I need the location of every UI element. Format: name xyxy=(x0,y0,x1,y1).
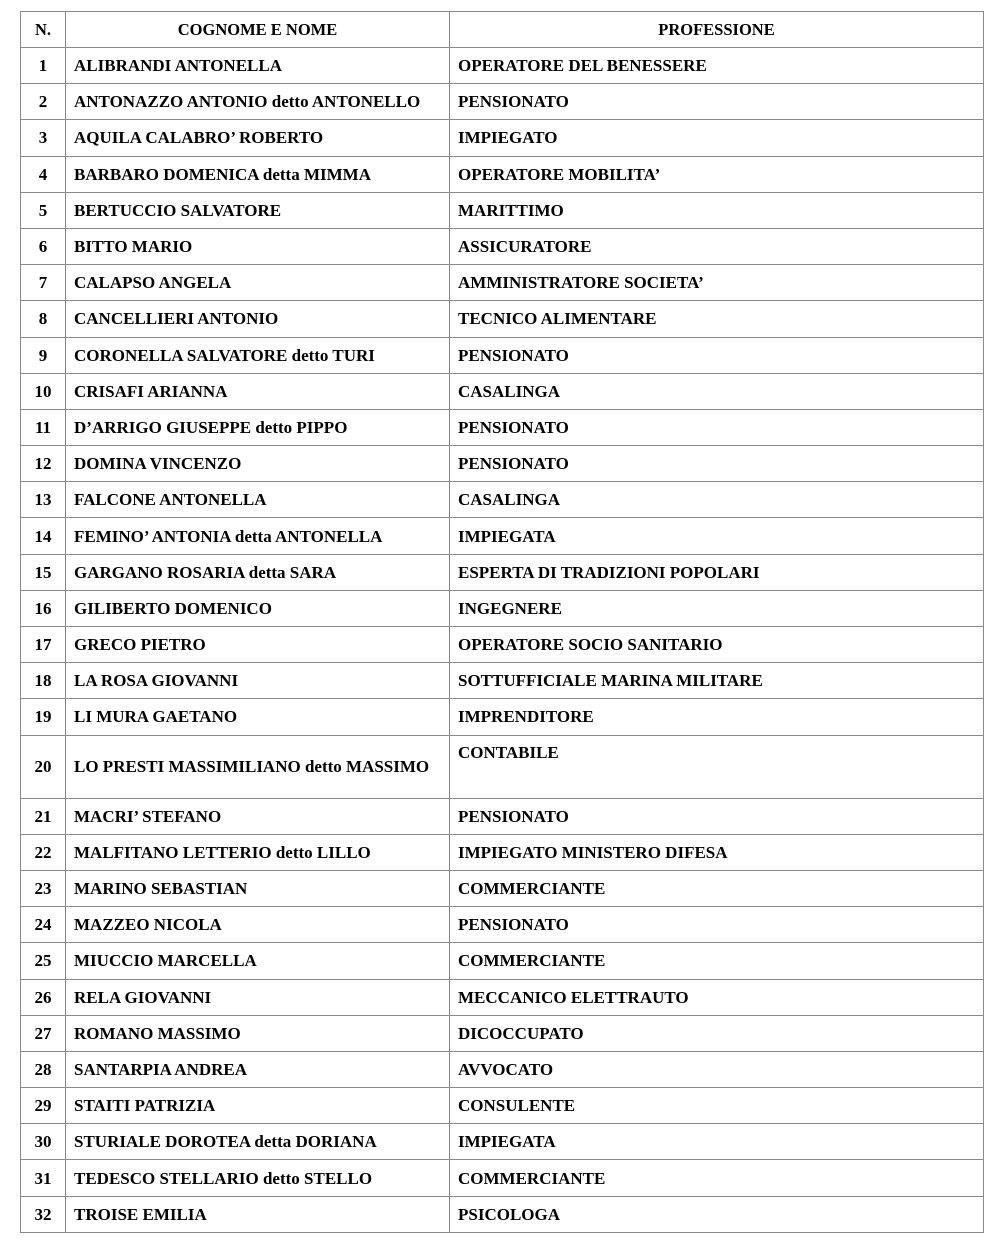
table-row xyxy=(21,156,984,192)
row-number: 23 xyxy=(21,870,66,906)
row-number: 17 xyxy=(21,627,66,663)
table-row xyxy=(21,1015,984,1051)
row-number: 16 xyxy=(21,590,66,626)
row-number: 3 xyxy=(21,120,66,156)
candidate-profession: IMPRENDITORE xyxy=(450,699,984,735)
table-row xyxy=(21,699,984,735)
table-row xyxy=(21,518,984,554)
candidate-profession: INGEGNERE xyxy=(450,590,984,626)
table-row xyxy=(21,301,984,337)
table-row xyxy=(21,1196,984,1232)
table-row xyxy=(21,870,984,906)
row-number: 29 xyxy=(21,1088,66,1124)
candidate-name: CALAPSO ANGELA xyxy=(66,265,450,301)
row-number: 13 xyxy=(21,482,66,518)
candidate-name: GRECO PIETRO xyxy=(66,627,450,663)
row-number: 21 xyxy=(21,798,66,834)
table-row xyxy=(21,590,984,626)
table-row xyxy=(21,834,984,870)
row-number: 30 xyxy=(21,1124,66,1160)
candidate-name: GARGANO ROSARIA detta SARA xyxy=(66,554,450,590)
row-number: 31 xyxy=(21,1160,66,1196)
candidate-name: ROMANO MASSIMO xyxy=(66,1015,450,1051)
table-row xyxy=(21,1124,984,1160)
candidate-name: MACRI’ STEFANO xyxy=(66,798,450,834)
candidate-profession: OPERATORE SOCIO SANITARIO xyxy=(450,627,984,663)
candidate-profession: PENSIONATO xyxy=(450,798,984,834)
candidate-name: LO PRESTI MASSIMILIANO detto MASSIMO xyxy=(66,735,450,798)
row-number: 22 xyxy=(21,834,66,870)
table-row xyxy=(21,979,984,1015)
table-body xyxy=(21,48,984,1233)
row-number: 25 xyxy=(21,943,66,979)
candidate-profession: CONSULENTE xyxy=(450,1088,984,1124)
candidate-name: BITTO MARIO xyxy=(66,228,450,264)
row-number: 24 xyxy=(21,907,66,943)
table-row xyxy=(21,373,984,409)
table-row xyxy=(21,446,984,482)
candidate-profession: OPERATORE DEL BENESSERE xyxy=(450,48,984,84)
table-row xyxy=(21,409,984,445)
row-number: 5 xyxy=(21,192,66,228)
candidate-name: D’ARRIGO GIUSEPPE detto PIPPO xyxy=(66,409,450,445)
table-row xyxy=(21,798,984,834)
candidate-name: MARINO SEBASTIAN xyxy=(66,870,450,906)
row-number: 7 xyxy=(21,265,66,301)
row-number: 14 xyxy=(21,518,66,554)
candidate-profession: CASALINGA xyxy=(450,373,984,409)
table-row xyxy=(21,337,984,373)
candidate-name: BERTUCCIO SALVATORE xyxy=(66,192,450,228)
candidate-name: CRISAFI ARIANNA xyxy=(66,373,450,409)
candidate-profession: PENSIONATO xyxy=(450,446,984,482)
table-row xyxy=(21,228,984,264)
row-number: 12 xyxy=(21,446,66,482)
candidate-name: STURIALE DOROTEA detta DORIANA xyxy=(66,1124,450,1160)
candidate-name: AQUILA CALABRO’ ROBERTO xyxy=(66,120,450,156)
candidate-name: FALCONE ANTONELLA xyxy=(66,482,450,518)
row-number: 6 xyxy=(21,228,66,264)
row-number: 11 xyxy=(21,409,66,445)
candidate-profession: IMPIEGATA xyxy=(450,1124,984,1160)
table-row xyxy=(21,943,984,979)
candidate-name: SANTARPIA ANDREA xyxy=(66,1051,450,1087)
header-profession: PROFESSIONE xyxy=(450,12,984,48)
candidate-name: ANTONAZZO ANTONIO detto ANTONELLO xyxy=(66,84,450,120)
candidate-profession: MARITTIMO xyxy=(450,192,984,228)
candidate-name: ALIBRANDI ANTONELLA xyxy=(66,48,450,84)
candidate-profession: OPERATORE MOBILITA’ xyxy=(450,156,984,192)
candidate-profession: PENSIONATO xyxy=(450,337,984,373)
candidate-name: TEDESCO STELLARIO detto STELLO xyxy=(66,1160,450,1196)
row-number: 19 xyxy=(21,699,66,735)
table-row xyxy=(21,265,984,301)
candidate-profession: SOTTUFFICIALE MARINA MILITARE xyxy=(450,663,984,699)
candidate-name: DOMINA VINCENZO xyxy=(66,446,450,482)
row-number: 18 xyxy=(21,663,66,699)
candidate-name: RELA GIOVANNI xyxy=(66,979,450,1015)
candidate-profession: ESPERTA DI TRADIZIONI POPOLARI xyxy=(450,554,984,590)
table-row xyxy=(21,1160,984,1196)
candidate-name: MIUCCIO MARCELLA xyxy=(66,943,450,979)
candidate-name: BARBARO DOMENICA detta MIMMA xyxy=(66,156,450,192)
row-number: 32 xyxy=(21,1196,66,1232)
candidate-profession: PENSIONATO xyxy=(450,84,984,120)
candidate-profession: PSICOLOGA xyxy=(450,1196,984,1232)
candidate-profession: DICOCCUPATO xyxy=(450,1015,984,1051)
row-number: 26 xyxy=(21,979,66,1015)
candidate-name: LI MURA GAETANO xyxy=(66,699,450,735)
row-number: 9 xyxy=(21,337,66,373)
row-number: 15 xyxy=(21,554,66,590)
header-number: N. xyxy=(21,12,66,48)
candidate-name: FEMINO’ ANTONIA detta ANTONELLA xyxy=(66,518,450,554)
candidate-profession: PENSIONATO xyxy=(450,907,984,943)
candidate-profession: PENSIONATO xyxy=(450,409,984,445)
candidate-profession: AMMINISTRATORE SOCIETA’ xyxy=(450,265,984,301)
table-row xyxy=(21,735,984,798)
row-number: 20 xyxy=(21,735,66,798)
candidate-name: GILIBERTO DOMENICO xyxy=(66,590,450,626)
candidate-profession: MECCANICO ELETTRAUTO xyxy=(450,979,984,1015)
table-row xyxy=(21,192,984,228)
row-number: 4 xyxy=(21,156,66,192)
table-row xyxy=(21,907,984,943)
candidate-profession: CONTABILE xyxy=(450,735,984,798)
candidate-name: MALFITANO LETTERIO detto LILLO xyxy=(66,834,450,870)
candidate-profession: COMMERCIANTE xyxy=(450,943,984,979)
candidate-profession: AVVOCATO xyxy=(450,1051,984,1087)
row-number: 8 xyxy=(21,301,66,337)
table-row xyxy=(21,120,984,156)
candidate-name: STAITI PATRIZIA xyxy=(66,1088,450,1124)
table-row xyxy=(21,48,984,84)
candidate-profession: IMPIEGATO MINISTERO DIFESA xyxy=(450,834,984,870)
table-row xyxy=(21,84,984,120)
row-number: 10 xyxy=(21,373,66,409)
candidate-profession: COMMERCIANTE xyxy=(450,870,984,906)
table-row xyxy=(21,1051,984,1087)
table-row xyxy=(21,627,984,663)
candidate-profession: COMMERCIANTE xyxy=(450,1160,984,1196)
header-name: COGNOME E NOME xyxy=(66,12,450,48)
candidate-name: LA ROSA GIOVANNI xyxy=(66,663,450,699)
candidate-profession: TECNICO ALIMENTARE xyxy=(450,301,984,337)
table-row xyxy=(21,482,984,518)
candidate-profession: CASALINGA xyxy=(450,482,984,518)
row-number: 2 xyxy=(21,84,66,120)
table-header xyxy=(21,12,984,48)
header-row xyxy=(21,12,984,48)
candidate-name: CORONELLA SALVATORE detto TURI xyxy=(66,337,450,373)
row-number: 1 xyxy=(21,48,66,84)
row-number: 27 xyxy=(21,1015,66,1051)
row-number: 28 xyxy=(21,1051,66,1087)
candidate-profession: IMPIEGATO xyxy=(450,120,984,156)
candidate-profession: ASSICURATORE xyxy=(450,228,984,264)
candidate-profession: IMPIEGATA xyxy=(450,518,984,554)
table-row xyxy=(21,1088,984,1124)
table-row xyxy=(21,554,984,590)
candidates-table xyxy=(20,11,984,1233)
candidate-name: TROISE EMILIA xyxy=(66,1196,450,1232)
table-row xyxy=(21,663,984,699)
candidate-name: MAZZEO NICOLA xyxy=(66,907,450,943)
candidate-name: CANCELLIERI ANTONIO xyxy=(66,301,450,337)
